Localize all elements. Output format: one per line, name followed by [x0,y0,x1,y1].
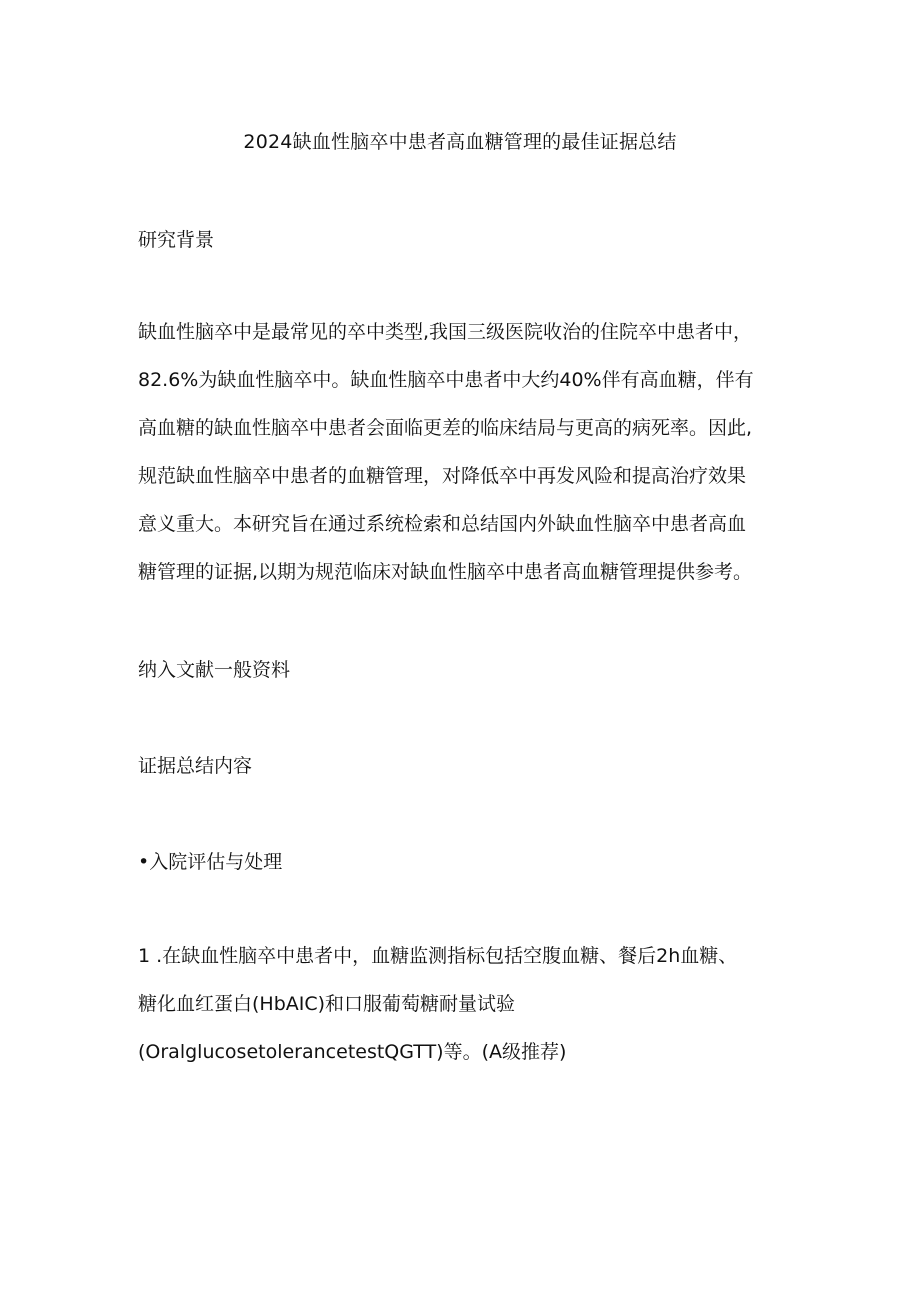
paragraph-line: 缺血性脑卒中是最常见的卒中类型,我国三级医院收治的住院卒中患者中， [138,321,753,343]
section-heading-background: 研究背景 [138,229,215,251]
item-line: (OralglucosetolerancetestQGTT)等。(A级推荐) [138,1041,567,1063]
paragraph-line: 意义重大。本研究旨在通过系统检索和总结国内外缺血性脑卒中患者高血 [138,513,747,535]
section-heading-evidence: 证据总结内容 [138,755,253,777]
paragraph-line: 糖管理的证据,以期为规范临床对缺血性脑卒中患者高血糖管理提供参考。 [138,561,753,583]
paragraph-line: 82.6%为缺血性脑卒中。缺血性脑卒中患者中大约40%伴有高血糖，伴有 [138,369,754,391]
document-title: 2024缺血性脑卒中患者高血糖管理的最佳证据总结 [243,131,677,153]
paragraph-line: 高血糖的缺血性脑卒中患者会面临更差的临床结局与更高的病死率。因此, [138,417,753,439]
paragraph-line: 规范缺血性脑卒中患者的血糖管理，对降低卒中再发风险和提高治疗效果 [138,465,747,487]
section-heading-admission: •入院评估与处理 [138,851,283,873]
item-line: 1 .在缺血性脑卒中患者中，血糖监测指标包括空腹血糖、餐后2h血糖、 [138,945,738,967]
section-heading-literature: 纳入文献一般资料 [138,659,291,681]
admission-item-1 [138,932,798,1076]
item-line: 糖化血红蛋白(HbAIC)和口服葡萄糖耐量试验 [138,993,516,1015]
background-paragraph [138,308,798,596]
